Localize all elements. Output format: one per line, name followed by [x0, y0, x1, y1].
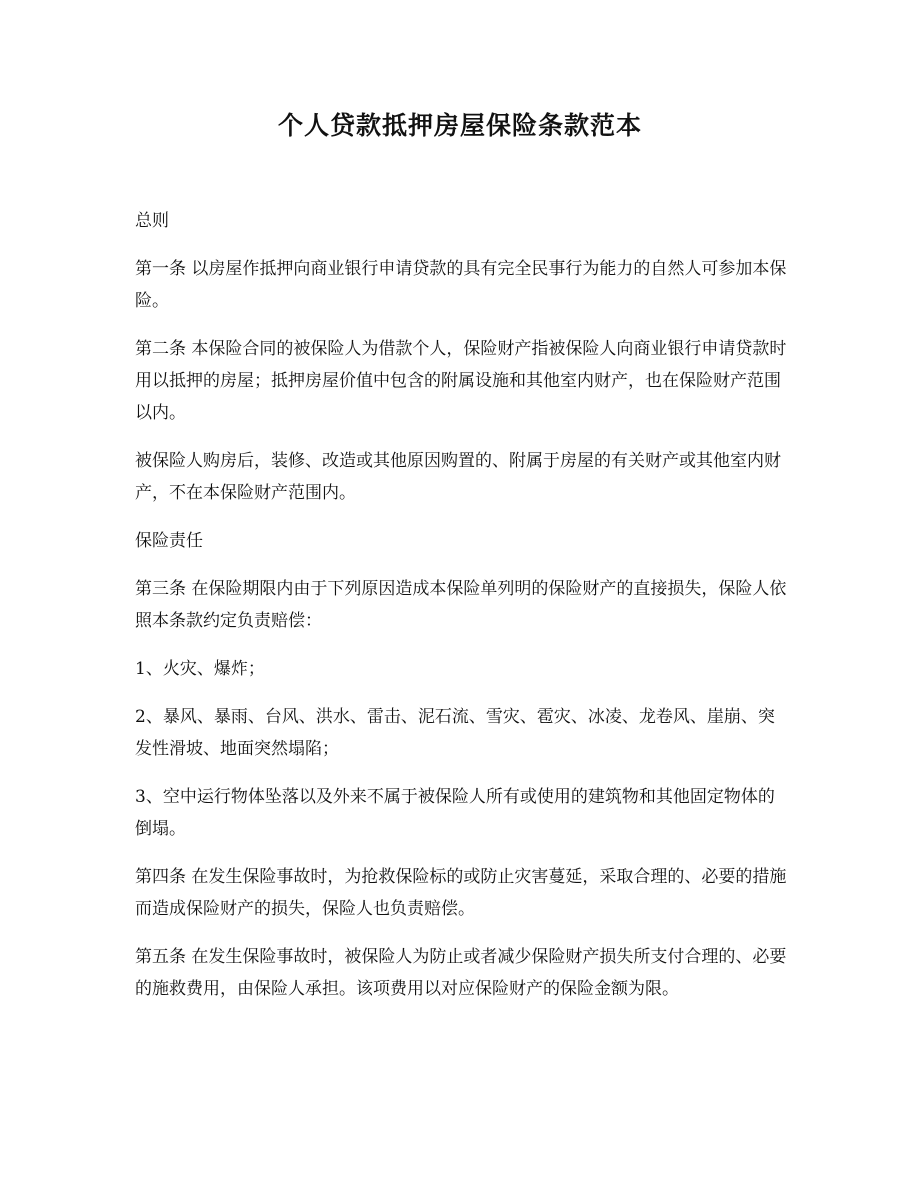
list-item-1: 1、火灾、爆炸； — [135, 659, 265, 679]
section-heading-general: 总则 — [135, 211, 169, 231]
article-4: 第四条 在发生保险事故时，为抢救保险标的或防止灾害蔓延，采取合理的、必要的措施而造成保险财产的损失，保险人也负责赔偿。 — [135, 867, 787, 919]
section-heading-liability: 保险责任 — [135, 531, 203, 551]
document-body — [135, 205, 790, 1021]
note-after-purchase: 被保险人购房后，装修、改造或其他原因购置的、附属于房屋的有关财产或其他室内财产，不在本保险财产范围内。 — [135, 451, 781, 503]
article-1: 第一条 以房屋作抵押向商业银行申请贷款的具有完全民事行为能力的自然人可参加本保险。 — [135, 259, 787, 311]
article-3: 第三条 在保险期限内由于下列原因造成本保险单列明的保险财产的直接损失，保险人依照本条款约定负责赔偿： — [135, 579, 787, 631]
document-title: 个人贷款抵押房屋保险条款范本 — [277, 111, 642, 140]
article-5: 第五条 在发生保险事故时，被保险人为防止或者减少保险财产损失所支付合理的、必要的施救费用，由保险人承担。该项费用以对应保险财产的保险金额为限。 — [135, 947, 787, 999]
article-2: 第二条 本保险合同的被保险人为借款个人，保险财产指被保险人向商业银行申请贷款时用以抵押的房屋；抵押房屋价值中包含的附属设施和其他室内财产，也在保险财产范围以内。 — [135, 339, 787, 423]
list-item-2: 2、暴风、暴雨、台风、洪水、雷击、泥石流、雪灾、雹灾、冰凌、龙卷风、崖崩、突发性滑坡、地面突然塌陷； — [135, 707, 775, 759]
list-item-3: 3、空中运行物体坠落以及外来不属于被保险人所有或使用的建筑物和其他固定物体的倒塌。 — [135, 787, 775, 839]
